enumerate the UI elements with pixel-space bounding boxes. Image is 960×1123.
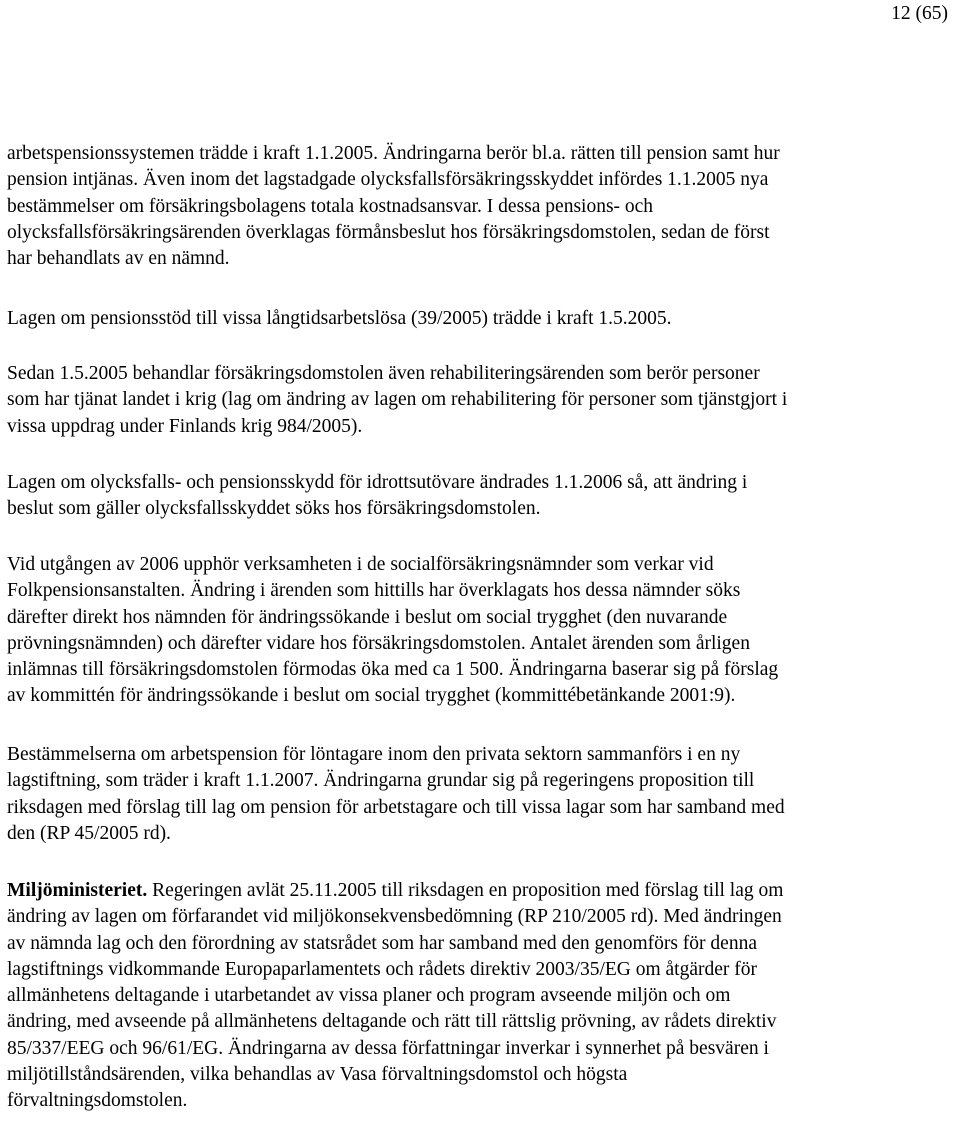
paragraph-social-insurance-boards xyxy=(7,552,953,710)
text-line: Lagen om olycksfalls- och pensionsskydd för idrottsutövare ändrades 1.1.2006 så, att ändring i xyxy=(7,472,748,493)
text-line: ändring av lagen om förfarandet vid miljökonsekvensbedömning (RP 210/2005 rd). Med ändringen xyxy=(7,906,782,928)
paragraph-pension-reform xyxy=(7,141,953,272)
paragraph-rehabilitation xyxy=(7,361,953,440)
text-line: Bestämmelserna om arbetspension för löntagare inom den privata sektorn sammanförs i en ny xyxy=(7,744,741,765)
text-line: av kommittén för ändringssökande i beslut om social trygghet (kommittébetänkande 2001:9). xyxy=(7,685,736,707)
text-line: har behandlats av en nämnd. xyxy=(7,248,230,270)
text-line: bestämmelser om försäkringsbolagens totala kostnadsansvar. I dessa pensions- och xyxy=(7,195,654,217)
paragraph-pension-support-law xyxy=(7,306,953,332)
text-line: vissa uppdrag under Finlands krig 984/2005). xyxy=(7,415,363,437)
text-line: beslut som gäller olycksfallsskyddet söks hos försäkringsdomstolen. xyxy=(7,498,541,520)
text-line: som har tjänat landet i krig (lag om ändring av lagen om rehabilitering för personer som tjänstgjort i xyxy=(7,389,788,411)
text-line: arbetspensionssystemen trädde i kraft 1.1.2005. Ändringarna berör bl.a. rätten till pension samt hur xyxy=(7,143,780,164)
text-line: riksdagen med förslag till lag om pension för arbetstagare och till vissa lagar som har samband med xyxy=(7,796,785,818)
text-line: prövningsnämnden) och därefter vidare hos försäkringsdomstolen. Antalet ärenden som årligen xyxy=(7,632,750,654)
text-line: miljötillståndsärenden, vilka behandlas av Vasa förvaltningsdomstol och högsta xyxy=(7,1064,628,1086)
section-heading-ministry: Miljöministeriet. xyxy=(7,880,148,901)
page-number: 12 (65) xyxy=(891,3,948,24)
text-line: Vid utgången av 2006 upphör verksamheten i de socialförsäkringsnämnder som verkar vid xyxy=(7,554,714,575)
text-line: ändring, med avseende på allmänhetens deltagande och rätt till rättslig prövning, av rådets direktiv xyxy=(7,1011,777,1033)
text-line: pension intjänas. Även inom det lagstadgade olycksfallsförsäkringsskyddet infördes 1.1.2005 nya xyxy=(7,169,769,191)
text-line: Sedan 1.5.2005 behandlar försäkringsdomstolen även rehabiliteringsärenden som berör personer xyxy=(7,363,760,384)
text-line: den (RP 45/2005 rd). xyxy=(7,822,171,844)
text-line: av nämnda lag och den förordning av statsrådet som har samband med den genomförs för denna xyxy=(7,932,757,954)
paragraph-employee-pension xyxy=(7,742,953,847)
paragraph-ministry-of-environment xyxy=(7,878,953,1115)
text-line: förvaltningsdomstolen. xyxy=(7,1090,188,1112)
paragraph-athletes-insurance xyxy=(7,470,953,523)
text-line: allmänhetens deltagande i utarbetandet av vissa planer och program avseende miljön och om xyxy=(7,985,731,1007)
text-line: olycksfallsförsäkringsärenden överklagas förmånsbeslut hos försäkringsdomstolen, sedan de först xyxy=(7,221,770,243)
text-line: inlämnas till försäkringsdomstolen förmodas öka med ca 1 500. Ändringarna baserar sig på förslag xyxy=(7,659,779,681)
text-line: Folkpensionsanstalten. Ändring i ärenden som hittills har överklagats hos dessa nämnder söks xyxy=(7,580,741,602)
text-line: därefter direkt hos nämnden för ändringssökande i beslut om social trygghet (den nuvarande xyxy=(7,606,728,628)
text-line xyxy=(7,878,953,904)
text-line: lagstiftnings vidkommande Europaparlamentets och rådets direktiv 2003/35/EG om åtgärder för xyxy=(7,958,758,980)
text-line-continuation: Regeringen avlät 25.11.2005 till riksdagen en proposition med förslag till lag om xyxy=(147,880,784,901)
text-line: Lagen om pensionsstöd till vissa långtidsarbetslösa (39/2005) trädde i kraft 1.5.2005. xyxy=(7,308,672,329)
text-line: 85/337/EEG och 96/61/EG. Ändringarna av dessa författningar inverkar i synnerhet på besvären i xyxy=(7,1037,769,1059)
text-line: lagstiftning, som träder i kraft 1.1.2007. Ändringarna grundar sig på regeringens proposition till xyxy=(7,770,755,792)
